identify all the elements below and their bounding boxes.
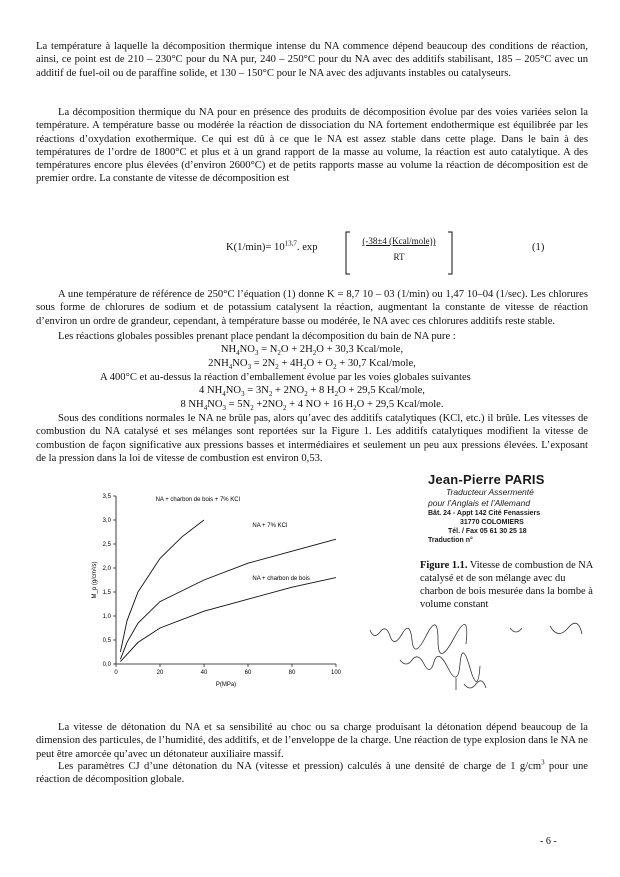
equation-lhs-b: . exp	[296, 242, 318, 253]
stamp-line-4: 31770 COLOMIERS	[460, 519, 524, 526]
equation-number: (1)	[532, 242, 545, 253]
figure-caption-text: Vitesse de combustion de NA catalysé et de son mélange avec du charbon de bois mesurée dans la bombe à volume constant	[420, 560, 593, 610]
handwritten-signature	[360, 620, 600, 710]
reaction-1: $NH_4NO_3 = N_2O + 2H_2O + 30,3$ Kcal/mole,	[220, 344, 404, 358]
x-tick-label: 40	[200, 670, 208, 676]
paragraph-decomposition-temperature: La température à laquelle la décomposition thermique intense du NA commence dépend beaucoup des conditions de réaction, ainsi, ce point est de 210 – 230°C pour du NA pur, 240 – 250°C pour du NA avec des additifs stabilisant, 185 – 205°C avec un additif de fuel-oil ou de paraffine solide, et 130 – 150°C pour le NA avec des adjuvants instables ou catalyseurs.	[36, 41, 588, 79]
figure-caption	[420, 559, 595, 611]
paragraph-combustion: Sous des conditions normales le NA ne brûle pas, alors qu’avec des additifs catalytiques (KCl, etc.) il brûle. Les vitesses de combustion du NA catalysé et ses mélanges sont reportées sur la Figure 1. Les additifs catalytiques modifient la vitesse de combustion de façon significative aux pressions basses et intermédiaires et seulement un peu aux pressions élevées. L’exposant de la pression dans la loi de vitesse de combustion est environ 0,53.	[36, 413, 588, 464]
stamp-name: Jean-Pierre PARIS	[428, 472, 545, 487]
paragraph-cj-parameters	[36, 760, 588, 787]
paragraph-global-reactions: Les réactions globales possibles prenant place pendant la décomposition du bain de NA pure :	[58, 331, 456, 342]
reaction-2: $2NH_4NO_3 = 2N_2 + 4H_2O + O_2 + 30,7$ Kcal/mole,	[208, 358, 416, 372]
x-tick-label: 100	[330, 670, 342, 676]
y-tick-label: 0,5	[102, 638, 111, 644]
equation-lhs-a: K(1/min)= 10	[226, 242, 285, 253]
figure-caption-label: Figure 1.1.	[420, 560, 468, 571]
stamp-line-6: Traduction n°	[428, 537, 473, 544]
stamp-line-2: pour l’Anglais et l’Allemand	[428, 498, 531, 508]
y-tick-label: 2,5	[102, 542, 111, 548]
x-tick-label: 60	[244, 670, 252, 676]
y-tick-label: 0,0	[102, 662, 111, 668]
reaction-4: 8 $NH_4NO_3 = 5N_2 +2NO_2 + 4$ NO + 16 $H_2O + 29,5$ Kcal/mole.	[180, 399, 444, 413]
y-tick-label: 2,0	[102, 566, 111, 572]
y-axis-label: M_p (g/cm²/s)	[92, 561, 98, 599]
cj-text-b: pour une réaction de décomposition globale.	[36, 761, 588, 786]
reaction-3: 4 $NH_4NO_3 = 3N_2 + 2NO_2 + 8$ $H_2O + 29,5$ Kcal/mole,	[199, 385, 425, 399]
series-label-3: NA + charbon de bois	[252, 576, 310, 582]
equation-rate-constant	[226, 239, 318, 253]
x-tick-label: 0	[114, 670, 118, 676]
y-tick-label: 1,0	[102, 614, 111, 620]
equation-lhs-exponent: 13,7	[284, 239, 297, 248]
paragraph-decomposition-paths: La décomposition thermique du NA pour en présence des produits de décomposition évolue par des voies variées selon la température. A température basse ou modérée la réaction de dissociation du NA fortement endothermique est équilibrée par les réactions d’oxydation exothermique. Ce qui est dû à ce que le NA est assez stable dans cette plage. Dans le bain à des températures de l’ordre de 1800°C et plus et à un grand rapport de la masse au volume, la réaction est auto catalytique. A des températures encore plus élevées (d’environ 2600°C) et de petits rapports masse au volume la réaction de décomposition est de premier ordre. La constante de vitesse de décomposition est	[36, 107, 588, 185]
x-tick-label: 20	[156, 670, 164, 676]
x-axis-label: P(MPa)	[215, 682, 237, 688]
stamp-line-1: Traducteur Assermenté	[446, 487, 534, 497]
series-label-2: NA + 7% KCl	[252, 523, 288, 530]
cj-text-a: Les paramètres CJ d’une détonation du NA (vitesse et pression) calculés à une densité de charge de 1 g/cm	[58, 761, 542, 772]
paragraph-runaway: A 400°C et au-dessus la réaction d’emballement évolue par les voies globales suivantes	[100, 372, 471, 383]
series-line-3	[120, 578, 336, 662]
translator-stamp	[428, 472, 618, 545]
equation-numerator: (-38±4 (Kcal/mole))	[362, 236, 436, 246]
y-tick-label: 3,5	[102, 494, 111, 500]
stamp-line-3: Bât. 24 - Appt 142 Cité Fenassiers	[428, 510, 541, 517]
stamp-line-5: Tél. / Fax 05 61 30 25 18	[448, 528, 527, 535]
y-tick-label: 3,0	[102, 518, 111, 524]
series-line-2	[120, 539, 336, 659]
page-number: - 6 -	[540, 836, 557, 847]
paragraph-detonation: La vitesse de détonation du NA et sa sensibilité au choc ou sa charge produisant la détonation dépend beaucoup de la dimension des particules, de l’humidité, des additifs, et de l’enveloppe de la charge. Une réaction de type explosion dans le NA ne peut être amorcée qu’avec un détonateur auxiliaire massif.	[36, 722, 588, 760]
combustion-rate-chart	[86, 492, 356, 702]
equation-denominator: RT	[393, 252, 405, 262]
y-tick-label: 1,5	[102, 590, 111, 596]
x-tick-label: 80	[288, 670, 296, 676]
series-label-1: NA + charbon de bois + 7% KCl	[155, 496, 240, 503]
paragraph-reference-temperature: A une température de référence de 250°C l’équation (1) donne K = 8,7 10 – 03 (1/min) ou 1,47 10–04 (1/sec). Les chlorures sous forme de chlorures de sodium et de potassium catalysent la réaction, augmentant la constante de vitesse de réaction d’environ un ordre de grandeur, cependant, à température basse ou modérée, le NA avec ces chlorures additifs reste stable.	[36, 289, 588, 327]
cj-superscript: 3	[541, 758, 545, 767]
equation-fraction	[352, 230, 446, 274]
